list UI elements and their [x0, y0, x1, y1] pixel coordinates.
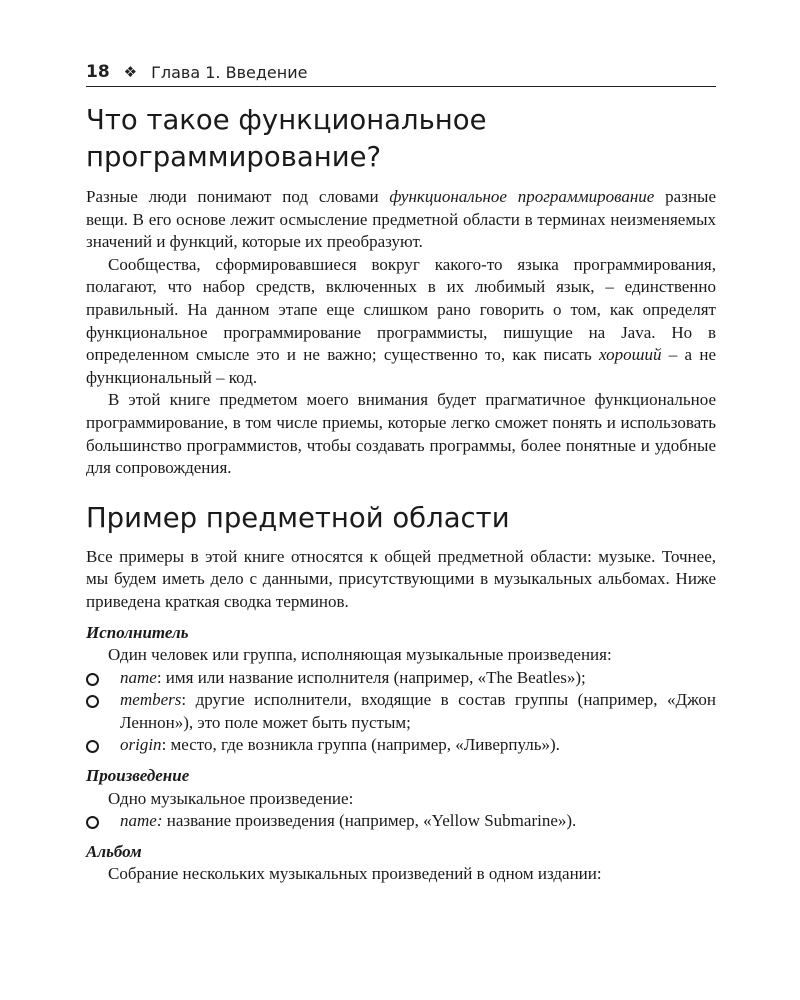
list-item	[86, 689, 716, 734]
term-description-track: Одно музыкальное произведение:	[108, 788, 354, 808]
field-description: : другие исполнители, входящие в состав группы (например, «Джон Леннон»), это поле может быть пустым;	[120, 690, 716, 732]
section-title-functional-programming: Что такое функциональное программирование?	[86, 104, 487, 173]
paragraph-1-text-a: Разные люди понимают под словами	[86, 187, 390, 206]
paragraph-2-text-a: Сообщества, сформировавшиеся вокруг какого-то языка программирования, полагают, что набор средств, включенных в их любимый язык, – единственно правильный. На данном этапе еще слишком рано говорить о том, как определят функциональное программирование программисты, пишущие на Java. Но в определенном смысле это и не важно; существенно то, как писать	[86, 254, 716, 365]
paragraph-1	[86, 186, 716, 254]
page-number: 18	[86, 62, 110, 82]
track-field-list	[108, 810, 716, 833]
paragraph-2-text-b: – а не функциональный – код.	[86, 345, 716, 387]
domain-intro: Все примеры в этой книге относятся к общей предметной области: музыке. Точнее, мы будем иметь дело с данными, присутствующими в музыкальных альбомах. Ниже приведена краткая сводка терминов.	[86, 546, 716, 611]
term-description-album: Собрание нескольких музыкальных произведений в одном издании:	[108, 864, 602, 884]
field-name: name:	[120, 811, 163, 831]
running-head	[86, 58, 716, 87]
page-body	[86, 100, 716, 886]
paragraph-2-emphasis: хороший	[599, 345, 662, 365]
field-description: : место, где возникла группа (например, «Ливерпуль»).	[161, 735, 560, 755]
term-heading-track: Произведение	[86, 766, 190, 786]
paragraph-3: В этой книге предметом моего внимания будет прагматичное функциональное программирование, в том числе приемы, которые легко сможет понять и использовать большинство программистов, чтобы создавать программы, более понятные и удобные для сопровождения.	[86, 390, 716, 478]
field-name: name	[120, 667, 157, 687]
term-body-track	[86, 788, 716, 833]
term-description-artist: Один человек или группа, исполняющая музыкальные произведения:	[108, 645, 612, 665]
list-item	[86, 810, 716, 833]
term-body-artist	[86, 644, 716, 757]
diamond-ornament-icon: ❖	[123, 63, 138, 81]
paragraph-2	[86, 254, 716, 390]
circle-bullet-icon	[86, 673, 99, 686]
term-heading-artist: Исполнитель	[86, 622, 189, 642]
section-title-domain-example: Пример предметной области	[86, 501, 510, 534]
field-name: members	[120, 690, 182, 710]
field-description: название произведения (например, «Yellow Submarine»).	[162, 811, 577, 831]
artist-field-list	[108, 667, 716, 757]
term-body-album	[86, 863, 716, 886]
circle-bullet-icon	[86, 740, 99, 753]
list-item	[86, 667, 716, 690]
circle-bullet-icon	[86, 816, 99, 829]
paragraph-1-emphasis: функциональное программирование	[389, 187, 655, 206]
circle-bullet-icon	[86, 695, 99, 708]
term-heading-album: Альбом	[86, 841, 142, 861]
paragraph-1-text-b: разные вещи. В его основе лежит осмысление предметной области в терминах неизменяемых значений и функций, которые их преобразуют.	[86, 187, 717, 252]
field-name: origin	[120, 735, 162, 755]
list-item	[86, 734, 716, 757]
chapter-title: Глава 1. Введение	[151, 62, 308, 82]
field-description: : имя или название исполнителя (например, «The Beatles»);	[156, 667, 586, 687]
